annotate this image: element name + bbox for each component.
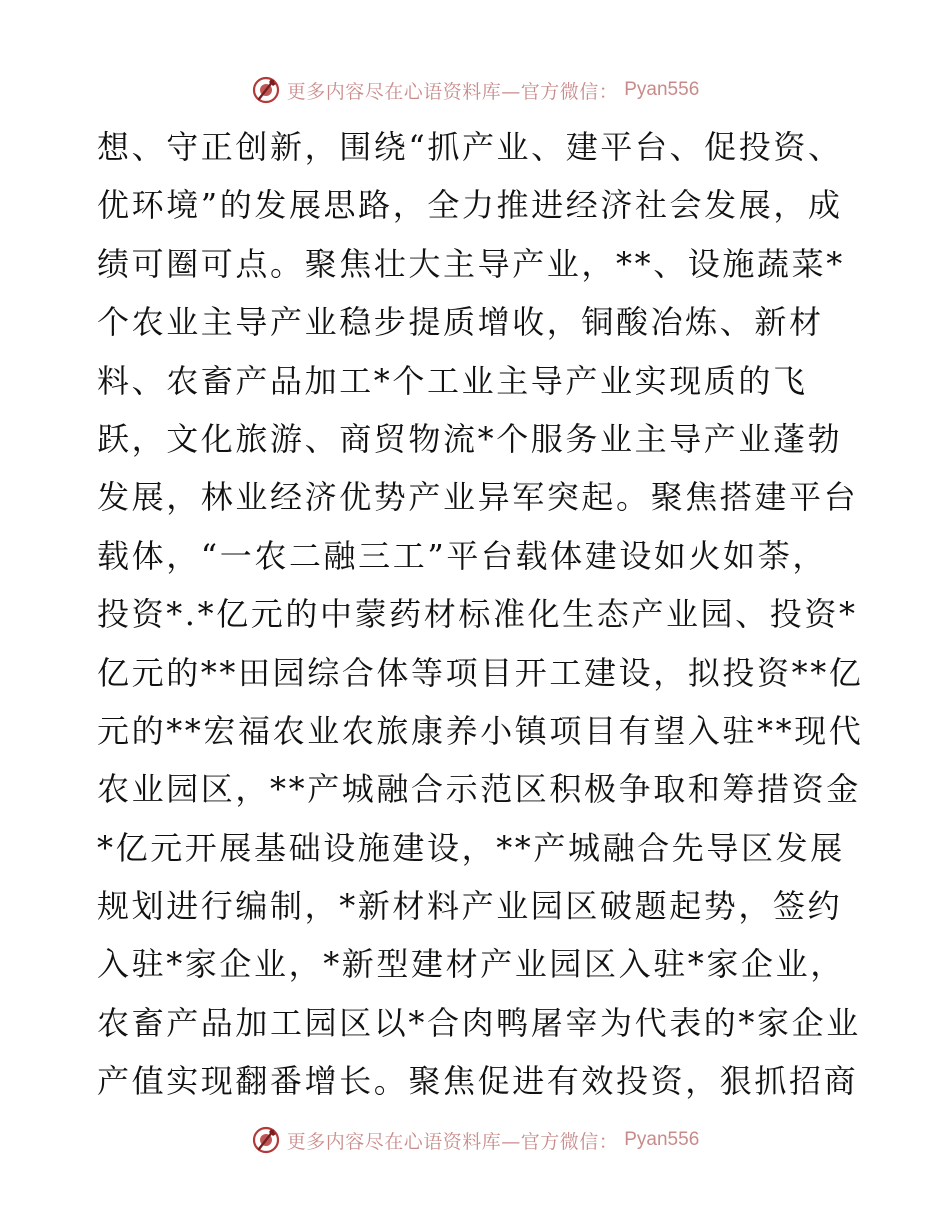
document-body [97, 118, 864, 1111]
watermark-brand: Pyan556 [624, 1129, 700, 1150]
watermark-site-text: 更多内容尽在心语资料库—官方微信： [286, 1130, 619, 1153]
text-line: 农畜产品加工园区以*合肉鸭屠宰为代表的*家企业 [97, 1003, 861, 1042]
footer-watermark [0, 1120, 950, 1160]
pen-logo-icon [251, 1125, 281, 1155]
text-line: 跃，文化旅游、商贸物流*个服务业主导产业蓬勃 [97, 419, 843, 458]
header-watermark [0, 70, 950, 110]
watermark-brand: Pyan556 [624, 79, 700, 100]
pen-logo-icon [251, 75, 281, 105]
text-line: 产值实现翻番增长。聚焦促进有效投资，狠抓招商 [97, 1062, 859, 1101]
text-line: 亿元的**田园综合体等项目开工建设，拟投资**亿 [97, 653, 864, 692]
text-line: 农业园区，**产城融合示范区积极争取和筹措资金 [97, 770, 861, 809]
text-line: 料、农畜产品加工*个工业主导产业实现质的飞 [97, 361, 808, 400]
watermark-site-text: 更多内容尽在心语资料库—官方微信： [286, 80, 619, 103]
text-line: *亿元开展基础设施建设，**产城融合先导区发展 [97, 828, 845, 867]
text-line: 投资*.*亿元的中蒙药材标准化生态产业园、投资* [97, 595, 858, 634]
text-line: 元的**宏福农业农旅康养小镇项目有望入驻**现代 [97, 711, 864, 750]
text-line: 载体，“一农二融三工”平台载体建设如火如荼， [97, 536, 827, 575]
text-line: 入驻*家企业，*新型建材产业园区入驻*家企业， [97, 945, 845, 984]
text-line: 规划进行编制，*新材料产业园区破题起势，签约 [97, 887, 843, 926]
text-line: 想、守正创新，围绕“抓产业、建平台、促投资、 [97, 128, 843, 166]
text-line: 个农业主导产业稳步提质增收，铜酸冶炼、新材 [97, 303, 824, 342]
text-line: 优环境”的发展思路，全力推进经济社会发展，成 [97, 186, 843, 225]
text-line: 发展，林业经济优势产业异军突起。聚焦搭建平台 [97, 478, 859, 517]
text-line: 绩可圈可点。聚焦壮大主导产业，**、设施蔬菜* [97, 244, 845, 283]
